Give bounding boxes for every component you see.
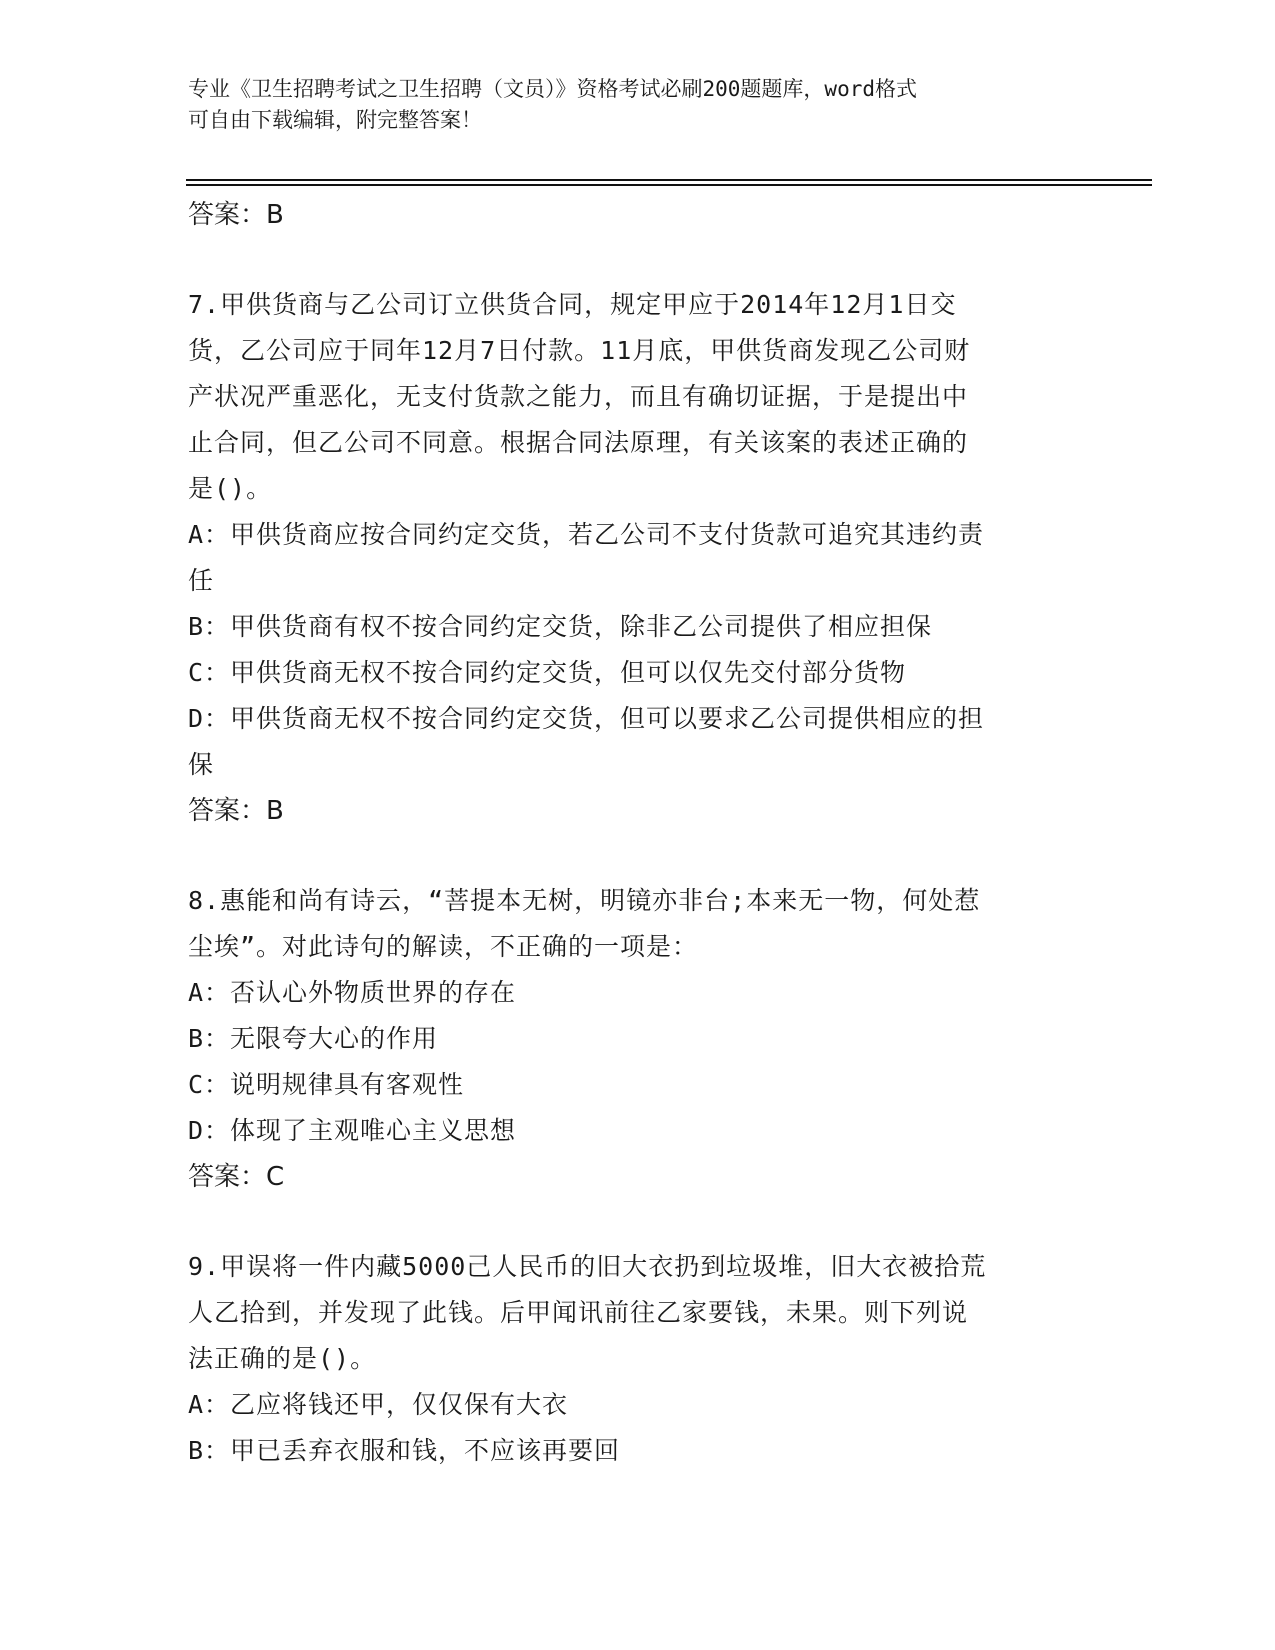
question-text-line: 人乙拾到，并发现了此钱。后甲闻讯前往乙家要钱，未果。则下列说: [188, 1298, 969, 1327]
spacer: [188, 834, 1088, 878]
spacer: [188, 1200, 1088, 1244]
option-c: C：甲供货商无权不按合同约定交货，但可以仅先交付部分货物: [188, 658, 907, 687]
header-divider-bottom: [186, 184, 1152, 186]
question-text-line: 是()。: [188, 474, 273, 503]
option-a: A：否认心外物质世界的存在: [188, 978, 517, 1007]
option-a-continued: 任: [188, 566, 215, 595]
document-body: [188, 192, 1088, 1474]
header-divider-top: [186, 179, 1152, 181]
option-b: B：甲供货商有权不按合同约定交货，除非乙公司提供了相应担保: [188, 612, 933, 641]
question-text-line: 尘埃”。对此诗句的解读，不正确的一项是：: [188, 932, 699, 961]
answer: 答案：B: [188, 796, 284, 826]
question-text-line: 货，乙公司应于同年12月7日付款。11月底，甲供货商发现乙公司财: [188, 336, 971, 365]
option-d-continued: 保: [188, 750, 215, 779]
answer: 答案：C: [188, 1162, 285, 1192]
option-b: B：甲已丢弃衣服和钱，不应该再要回: [188, 1436, 621, 1465]
option-a: A：乙应将钱还甲，仅仅保有大衣: [188, 1390, 569, 1419]
question-text-line: 8.惠能和尚有诗云，“菩提本无树，明镜亦非台;本来无一物，何处惹: [188, 886, 981, 915]
question-text-line: 法正确的是()。: [188, 1344, 377, 1373]
previous-answer: 答案：B: [188, 200, 284, 230]
header-line-2: 可自由下载编辑，附完整答案！: [188, 108, 482, 132]
question-text-line: 7.甲供货商与乙公司订立供货合同，规定甲应于2014年12月1日交: [188, 290, 957, 319]
question-text-line: 产状况严重恶化，无支付货款之能力，而且有确切证据，于是提出中: [188, 382, 969, 411]
header-line-1: 专业《卫生招聘考试之卫生招聘（文员）》资格考试必刷200题题库，word格式: [188, 77, 917, 101]
question-8: [188, 878, 1088, 1200]
document-header: [188, 74, 1088, 136]
question-7: [188, 282, 1088, 834]
option-c: C：说明规律具有客观性: [188, 1070, 465, 1099]
option-d: D：体现了主观唯心主义思想: [188, 1116, 517, 1145]
spacer: [188, 238, 1088, 282]
option-d: D：甲供货商无权不按合同约定交货，但可以要求乙公司提供相应的担: [188, 704, 985, 733]
question-text-line: 止合同，但乙公司不同意。根据合同法原理，有关该案的表述正确的: [188, 428, 969, 457]
question-text-line: 9.甲误将一件内藏5000己人民币的旧大衣扔到垃圾堆，旧大衣被拾荒: [188, 1252, 987, 1281]
option-a: A：甲供货商应按合同约定交货，若乙公司不支付货款可追究其违约责: [188, 520, 985, 549]
option-b: B：无限夸大心的作用: [188, 1024, 439, 1053]
question-9: [188, 1244, 1088, 1474]
